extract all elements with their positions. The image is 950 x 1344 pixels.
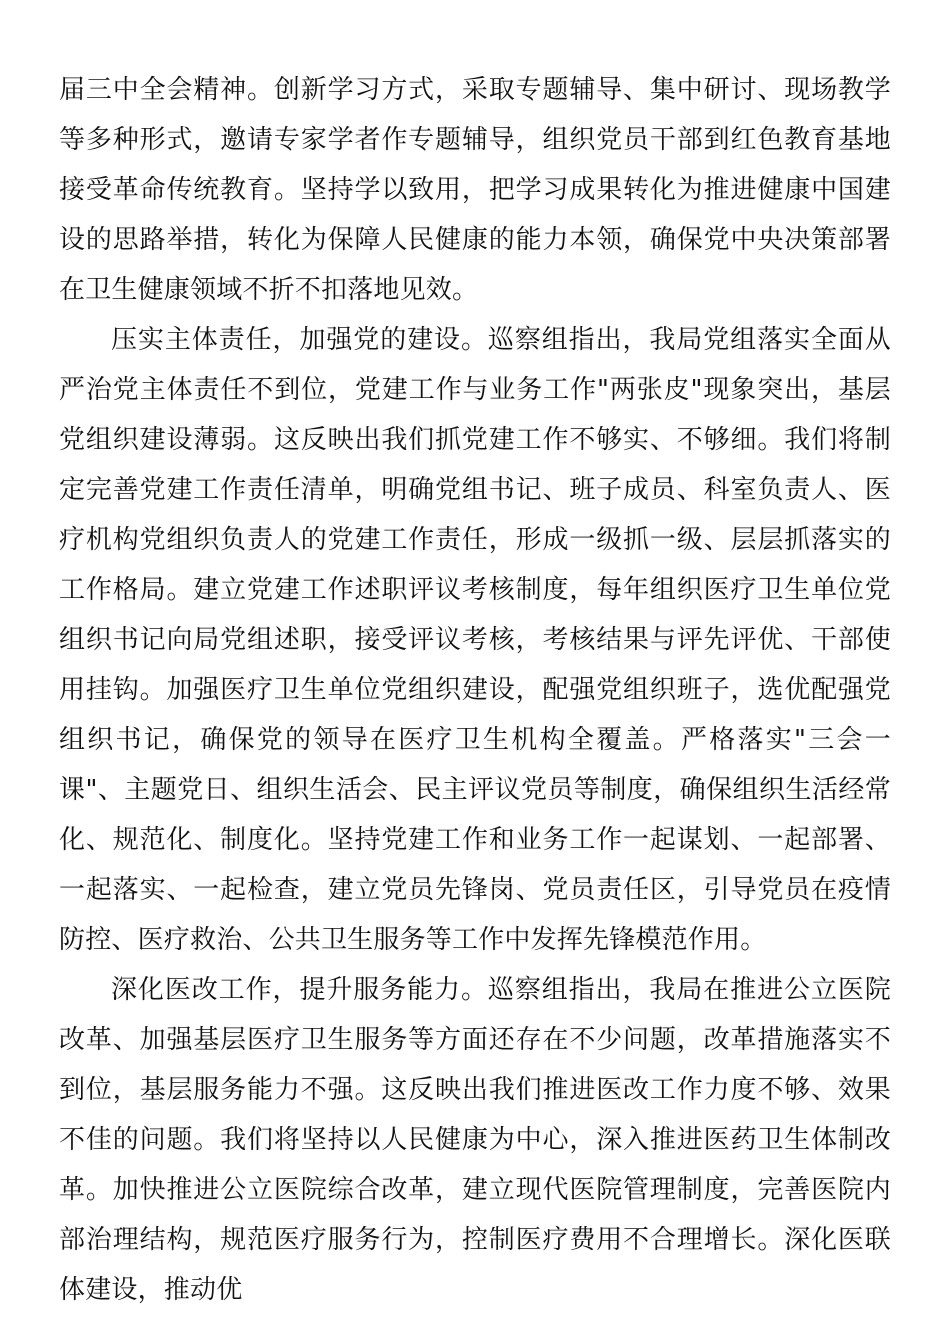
document-body	[59, 65, 891, 1315]
paragraph-medical-reform: 深化医改工作，提升服务能力。巡察组指出，我局在推进公立医院改革、加强基层医疗卫生服务等方面还存在不少问题，改革措施落实不到位，基层服务能力不强。这反映出我们推进医改工作力度不够、效果不佳的问题。我们将坚持以人民健康为中心，深入推进医药卫生体制改革。加快推进公立医院综合改革，建立现代医院管理制度，完善医院内部治理结构，规范医疗服务行为，控制医疗费用不合理增长。深化医联体建设，推动优	[59, 975, 891, 1305]
paragraph-party-building: 压实主体责任，加强党的建设。巡察组指出，我局党组落实全面从严治党主体责任不到位，党建工作与业务工作"两张皮"现象突出，基层党组织建设薄弱。这反映出我们抓党建工作不够实、不够细。我们将制定完善党建工作责任清单，明确党组书记、班子成员、科室负责人、医疗机构党组织负责人的党建工作责任，形成一级抓一级、层层抓落实的工作格局。建立党建工作述职评议考核制度，每年组织医疗卫生单位党组织书记向局党组述职，接受评议考核，考核结果与评先评优、干部使用挂钩。加强医疗卫生单位党组织建设，配强党组织班子，选优配强党组织书记，确保党的领导在医疗卫生机构全覆盖。严格落实"三会一课"、主题党日、组织生活会、民主评议党员等制度，确保组织生活经常化、规范化、制度化。坚持党建工作和业务工作一起谋划、一起部署、一起落实、一起检查，建立党员先锋岗、党员责任区，引导党员在疫情防控、医疗救治、公共卫生服务等工作中发挥先锋模范作用。	[59, 325, 891, 955]
paragraph-continuation: 届三中全会精神。创新学习方式，采取专题辅导、集中研讨、现场教学等多种形式，邀请专家学者作专题辅导，组织党员干部到红色教育基地接受革命传统教育。坚持学以致用，把学习成果转化为推进健康中国建设的思路举措，转化为保障人民健康的能力本领，确保党中央决策部署在卫生健康领域不折不扣落地见效。	[59, 75, 891, 305]
